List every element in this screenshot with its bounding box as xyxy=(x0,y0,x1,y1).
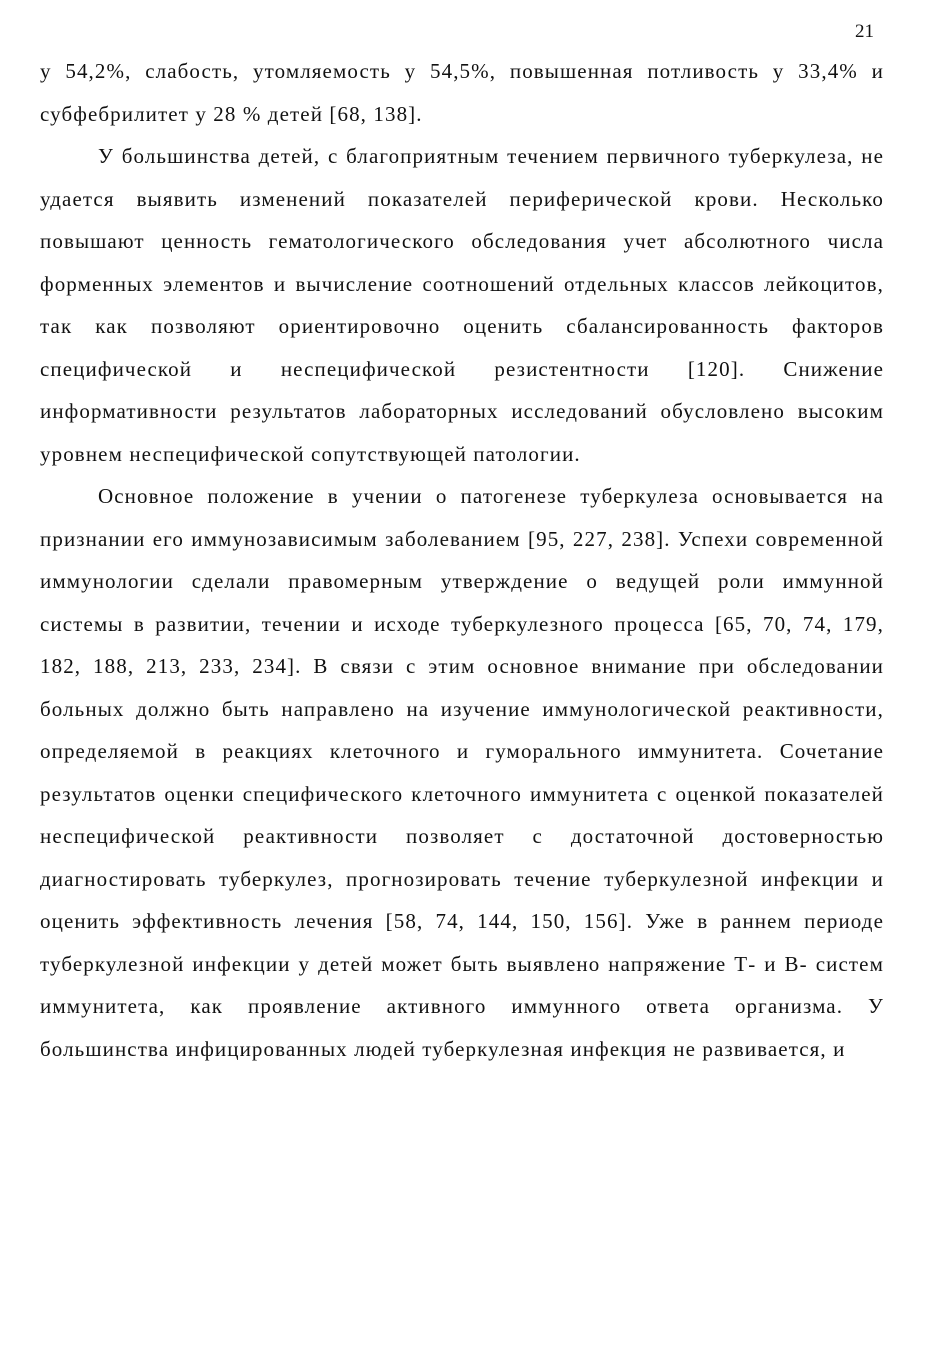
paragraph-blood-tests: У большинства детей, с благоприятным течением первичного туберкулеза, не удается выявить изменений показателей периферической крови. Несколько повышают ценность гематологического обследования учет абсолютного числа форменных элементов и вычисление соотношений отдельных классов лейкоцитов, так как позволяют ориентировочно оценить сбалансированность факторов специфической и неспецифической резистентности [120]. Снижение информативности результатов лабораторных исследований обусловлено высоким уровнем неспецифической сопутствующей патологии. xyxy=(40,144,884,466)
page-number: 21 xyxy=(855,21,874,42)
paragraph-continuation: у 54,2%, слабость, утомляемость у 54,5%, повышенная потливость у 33,4% и субфебрилитет у 28 % детей [68, 138]. xyxy=(40,59,884,126)
paragraph-immunology: Основное положение в учении о патогенезе туберкулеза основывается на признании его иммунозависимым заболеванием [95, 227, 238]. Успехи современной иммунологии сделали правомерным утверждение о ведущей роли иммунной системы в развитии, течении и исходе туберкулезного процесса [65, 70, 74, 179, 182, 188, 213, 233, 234]. В связи с этим основное внимание при обследовании больных должно быть направлено на изучение иммунологической реактивности, определяемой в реакциях клеточного и гуморального иммунитета. Сочетание результатов оценки специфического клеточного иммунитета с оценкой показателей неспецифической реактивности позволяет с достаточной достоверностью диагностировать туберкулез, прогнозировать течение туберкулезной инфекции и оценить эффективность лечения [58, 74, 144, 150, 156]. Уже в раннем периоде туберкулезной инфекции у детей может быть выявлено напряжение Т- и В- систем иммунитета, как проявление активного иммунного ответа организма. У большинства инфицированных людей туберкулезная инфекция не развивается, и xyxy=(40,484,884,1061)
body-text xyxy=(40,50,884,1070)
